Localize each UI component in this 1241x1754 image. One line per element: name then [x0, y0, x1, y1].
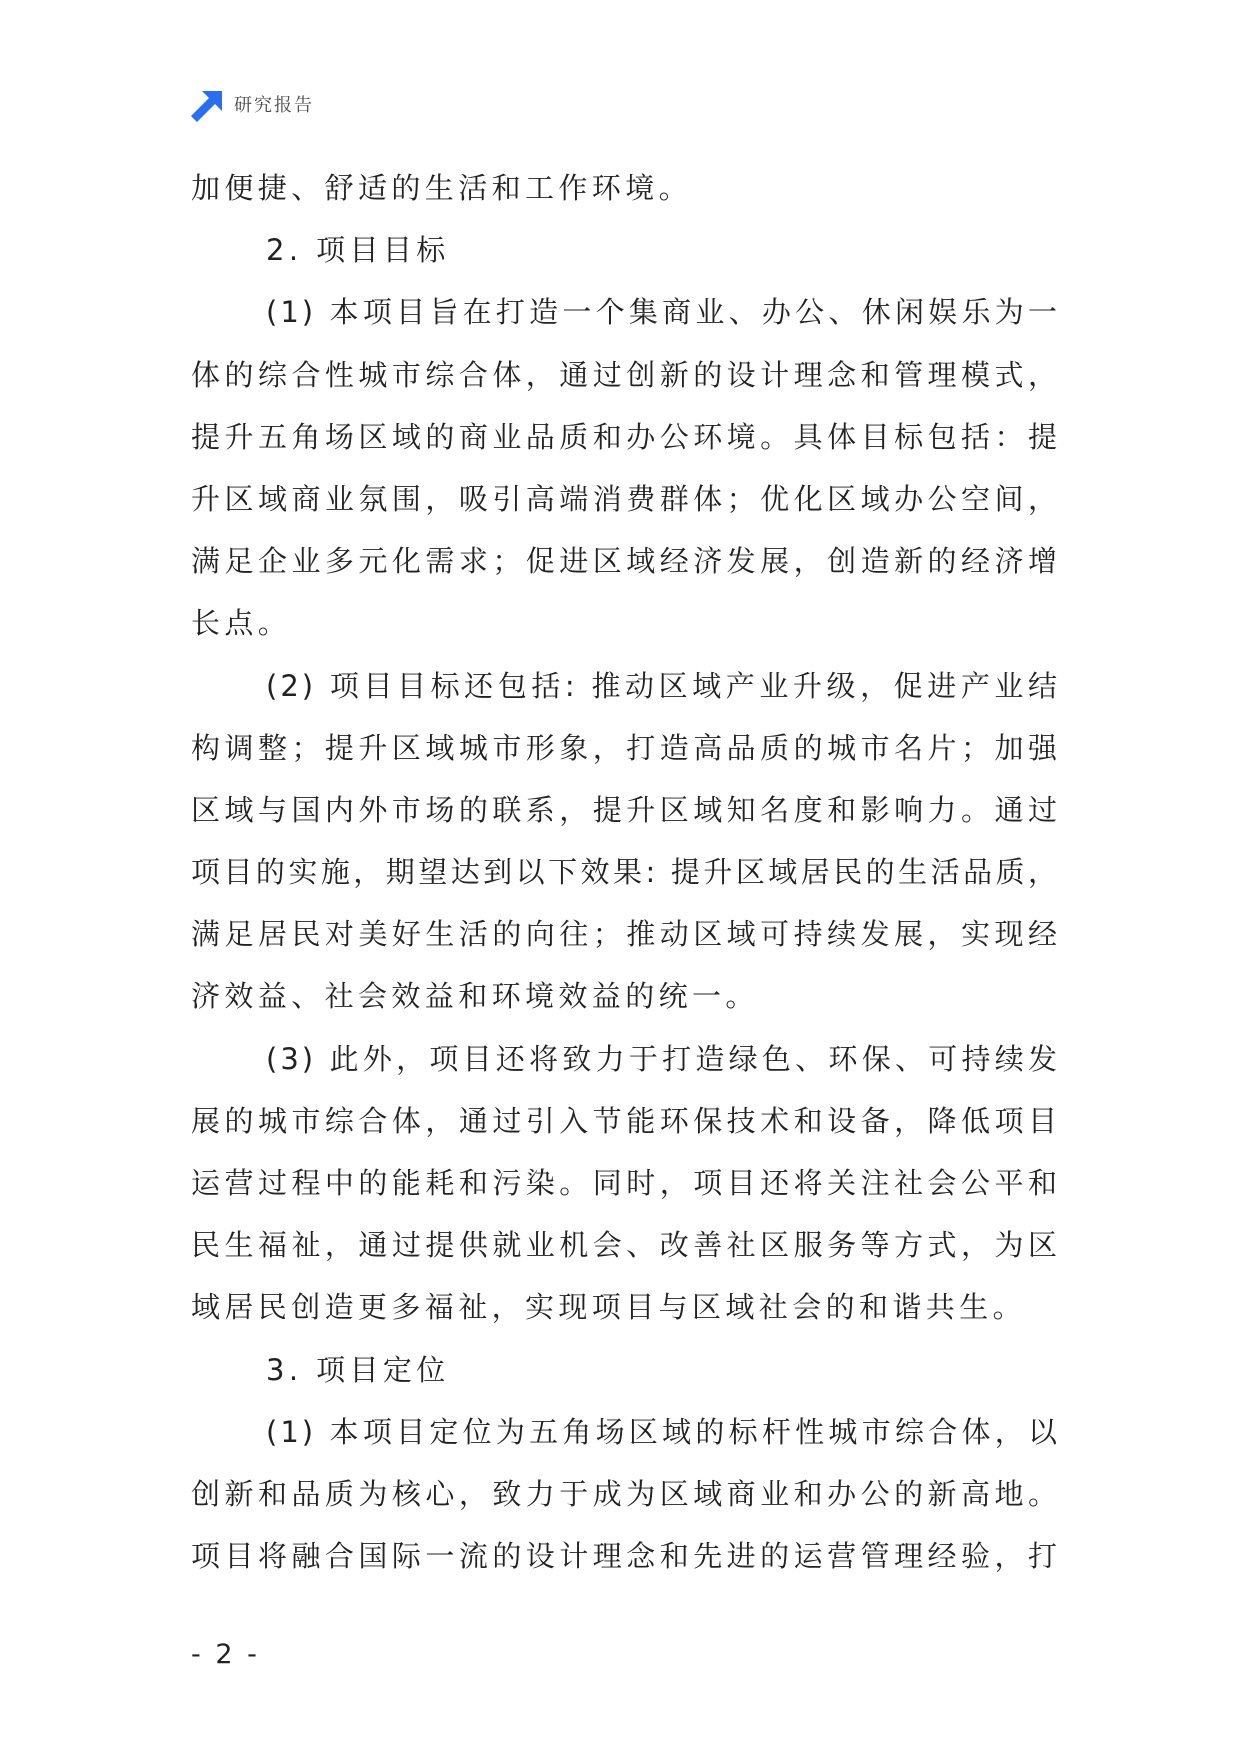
- paragraph-line: 满足企业多元化需求；促进区域经济发展，创造新的经济增: [191, 544, 1060, 579]
- paragraph-line: 体的综合性城市综合体，通过创新的设计理念和管理模式，: [191, 357, 1060, 392]
- paragraph-line: 区域与国内外市场的联系，提升区域知名度和影响力。通过: [191, 792, 1060, 827]
- paragraph-line: (3) 此外，项目还将致力于打造绿色、环保、可持续发: [266, 1041, 1060, 1076]
- paragraph-line: 项目的实施，期望达到以下效果: 提升区域居民的生活品质，: [191, 855, 1060, 890]
- paragraph-line: 项目将融合国际一流的设计理念和先进的运营管理经验，打: [191, 1539, 1060, 1574]
- paragraph-line: 展的城市综合体，通过引入节能环保技术和设备，降低项目: [191, 1103, 1060, 1138]
- document-body: [191, 157, 1060, 1587]
- page-number: - 2 -: [191, 1639, 260, 1670]
- paragraph-line: 构调整；提升区域城市形象，打造高品质的城市名片；加强: [191, 730, 1060, 765]
- paragraph-line: 长点。: [191, 606, 292, 641]
- section-heading: 2. 项目目标: [266, 233, 450, 268]
- paragraph-line: (2) 项目目标还包括: 推动区域产业升级，促进产业结: [266, 668, 1060, 703]
- paragraph-line: 满足居民对美好生活的向往；推动区域可持续发展，实现经: [191, 917, 1060, 952]
- paragraph-line: 运营过程中的能耗和污染。同时，项目还将关注社会公平和: [191, 1166, 1060, 1200]
- paragraph-line: 民生福祉，通过提供就业机会、改善社区服务等方式，为区: [191, 1228, 1060, 1263]
- section-heading: 3. 项目定位: [266, 1352, 450, 1387]
- paragraph-line: 加便捷、舒适的生活和工作环境。: [191, 171, 693, 205]
- paragraph-line: 创新和品质为核心，致力于成为区域商业和办公的新高地。: [191, 1476, 1060, 1511]
- arrow-logo-icon: [191, 91, 222, 122]
- paragraph-line: 提升五角场区域的商业品质和办公环境。具体目标包括：提: [191, 419, 1060, 454]
- paragraph-line: 升区域商业氛围，吸引高端消费群体；优化区域办公空间，: [191, 481, 1060, 516]
- paragraph-line: 济效益、社会效益和环境效益的统一。: [191, 979, 759, 1014]
- header-title: 研究报告: [234, 95, 314, 116]
- paragraph-line: (1) 本项目定位为五角场区域的标杆性城市综合体，以: [266, 1414, 1060, 1449]
- paragraph-line: 域居民创造更多福祉，实现项目与区域社会的和谐共生。: [191, 1290, 1027, 1325]
- paragraph-line: (1) 本项目旨在打造一个集商业、办公、休闲娱乐为一: [266, 295, 1060, 330]
- page-header: [191, 90, 314, 122]
